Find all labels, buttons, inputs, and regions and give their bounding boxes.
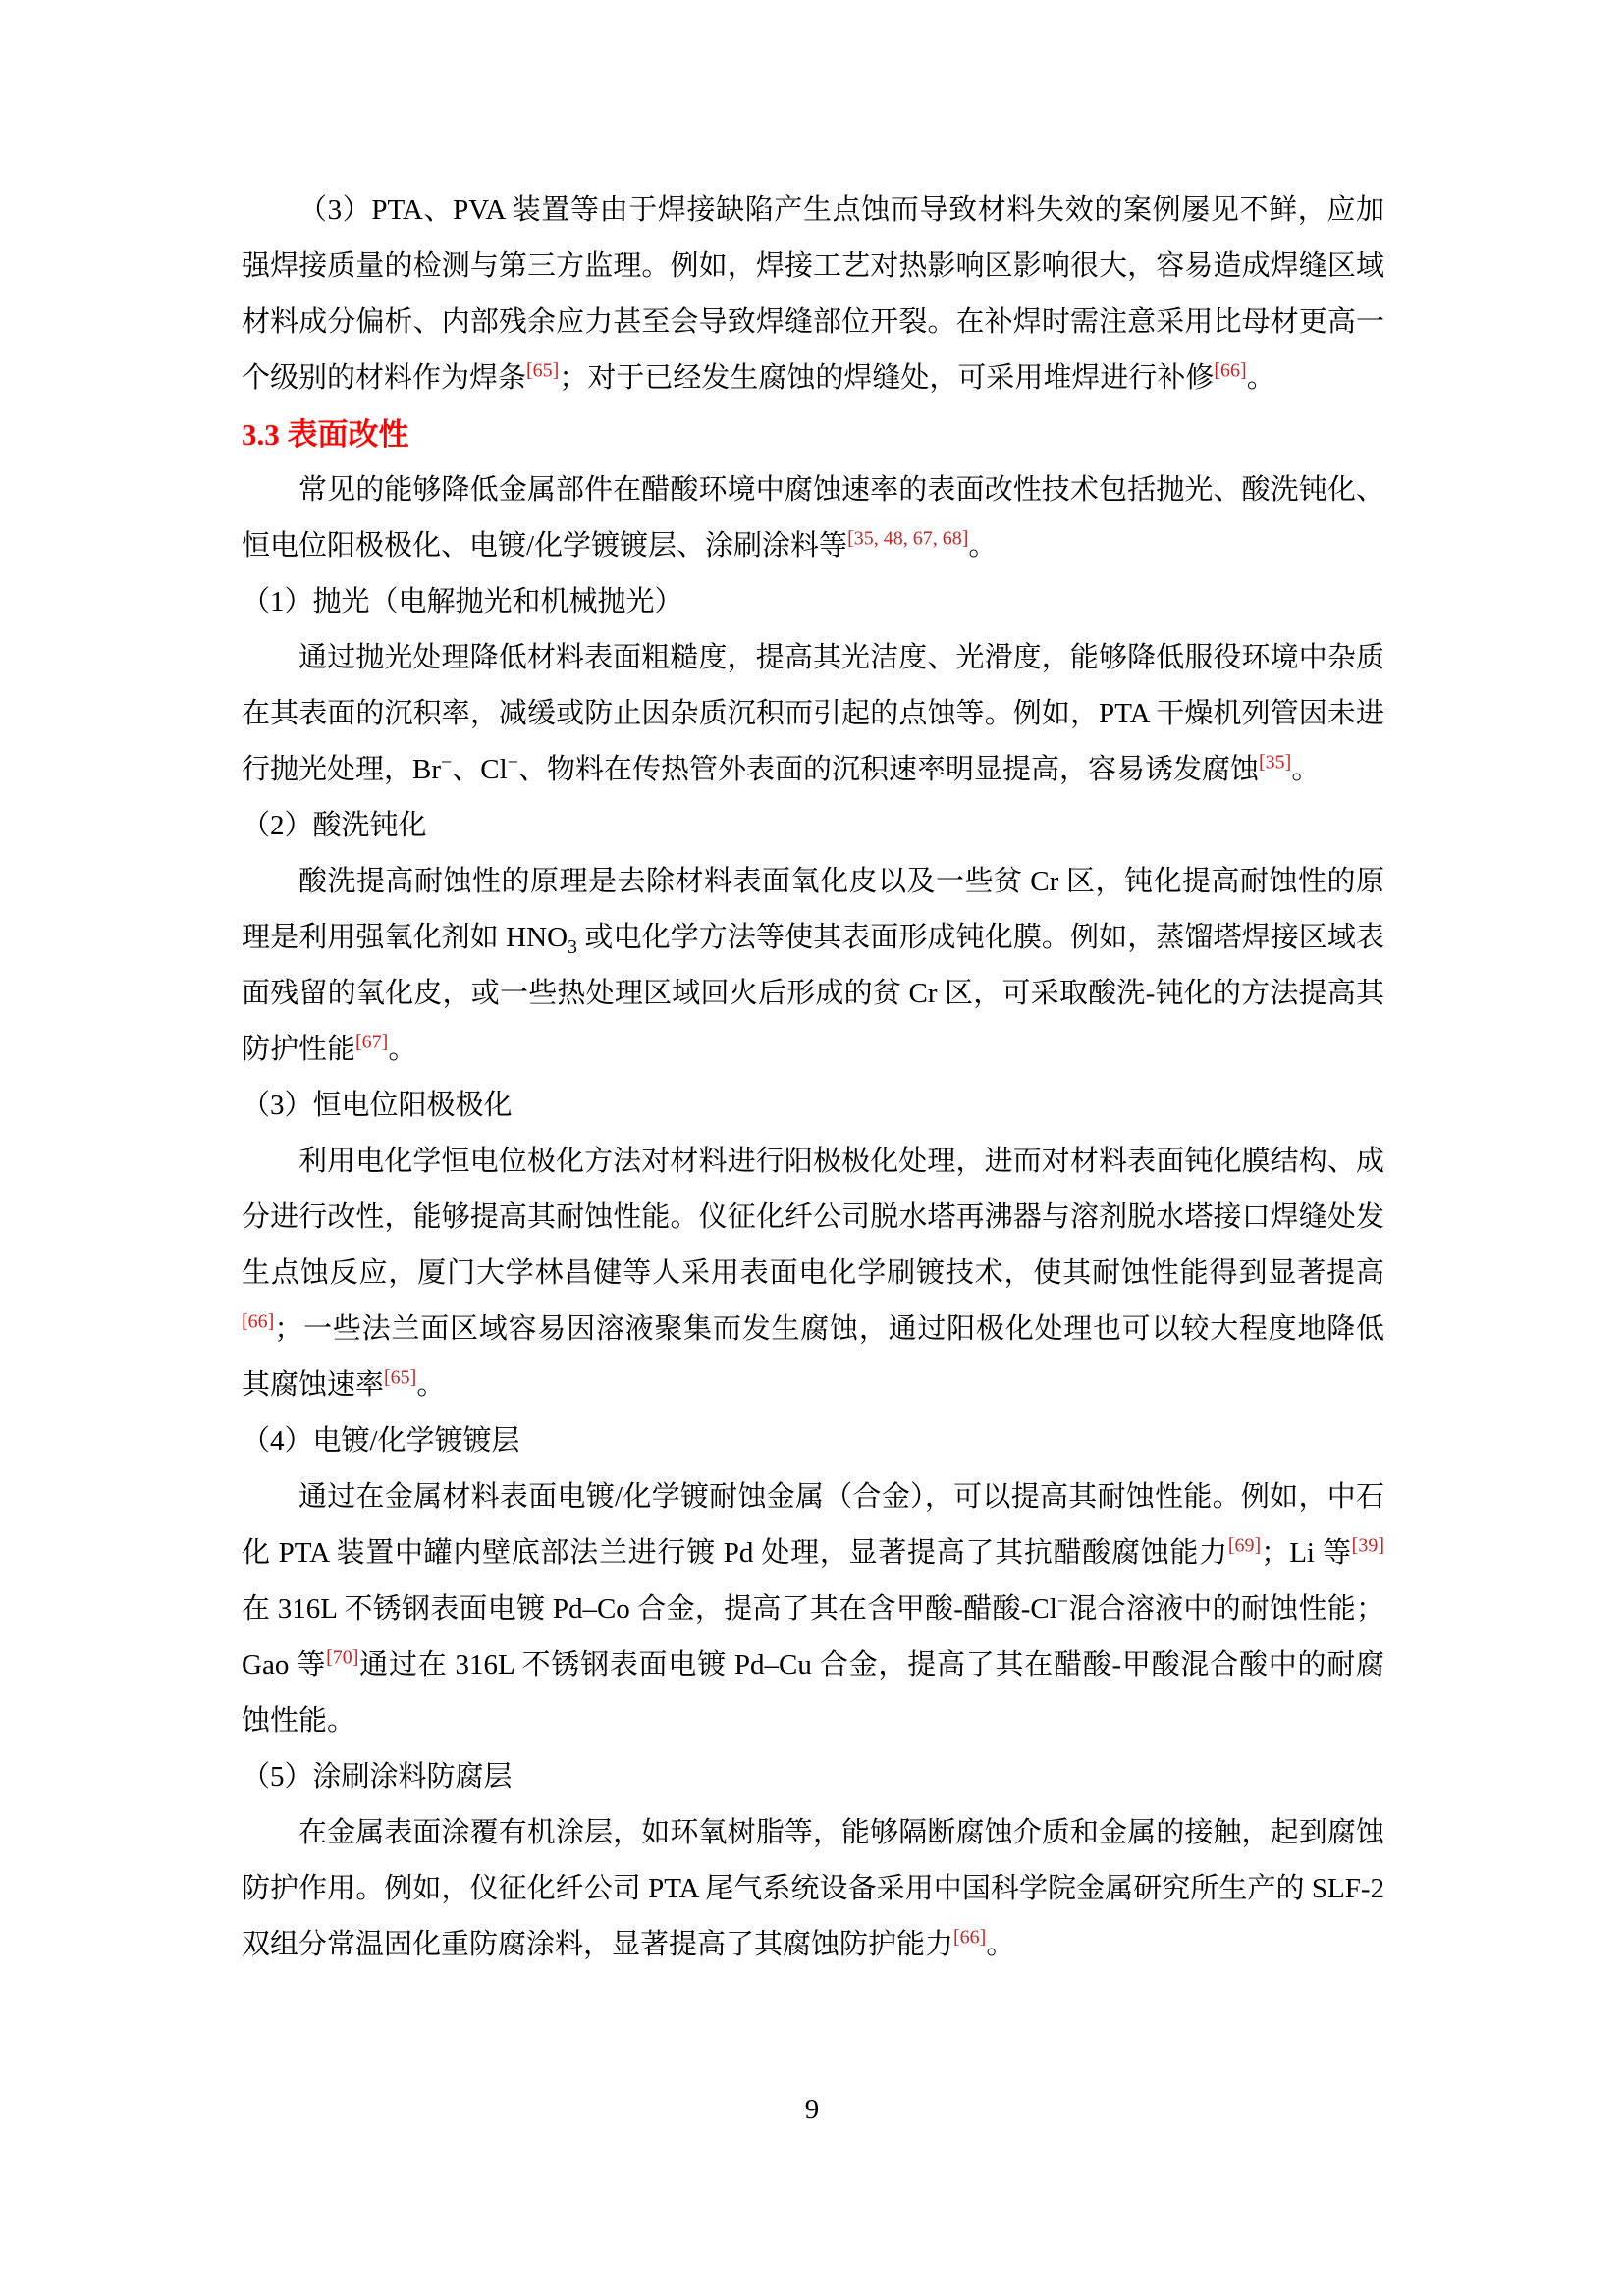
- text-run: 3.3 表面改性: [242, 417, 409, 452]
- paragraph: [242, 854, 1384, 1078]
- citation-ref: [35]: [1259, 751, 1292, 774]
- citation-ref: [39]: [1351, 1534, 1384, 1557]
- paragraph: [242, 183, 1384, 406]
- text-run: 、物料在传热管外表面的沉积速率明显提高，容易诱发腐蚀: [517, 754, 1259, 785]
- text-run: −: [441, 751, 453, 774]
- page-number: 9: [804, 2094, 820, 2125]
- citation-ref: [66]: [242, 1310, 275, 1333]
- text-run: 利用电化学恒电位极化方法对材料进行阳极极化处理，进而对材料表面钝化膜结构、成分进行改性，能够提高其耐蚀性能。仪征化纤公司脱水塔再沸器与溶剂脱水塔接口焊缝处发生点蚀反应，厦门大学林昌健等人采用表面电化学刷镀技术，使其耐蚀性能得到显著提高: [242, 1146, 1384, 1289]
- text-run: ；Li 等: [1261, 1537, 1352, 1569]
- list-item-heading: [242, 1749, 1384, 1805]
- list-item-heading: [242, 1414, 1384, 1469]
- citation-ref: [69]: [1227, 1534, 1262, 1557]
- text-run: （4）电镀/化学镀镀层: [242, 1425, 520, 1457]
- text-run: 3: [568, 935, 578, 958]
- text-run: 。: [968, 530, 998, 561]
- citation-ref: [66]: [953, 1926, 987, 1949]
- text-run: 。: [1291, 754, 1321, 785]
- paragraph: [242, 630, 1384, 798]
- text-run: 酸洗提高耐蚀性的原理是去除材料表面氧化皮以及一些贫 Cr 区，钝化提高耐蚀性的原理是利用强氧化剂如 HNO: [242, 866, 1384, 953]
- text-run: 通过抛光处理降低材料表面粗糙度，提高其光洁度、光滑度，能够降低服役环境中杂质在其表面的沉积率，减缓或防止因杂质沉积而引起的点蚀等。例如，PTA 干燥机列管因未进行抛光处理，Br: [242, 642, 1384, 785]
- section-heading: [242, 406, 1384, 462]
- text-run: 。: [388, 1034, 417, 1065]
- paragraph: [242, 462, 1384, 574]
- text-run: 。: [416, 1369, 446, 1401]
- list-item-heading: [242, 1078, 1384, 1134]
- citation-ref: [35, 48, 67, 68]: [847, 527, 969, 550]
- text-run: （3）PTA、PVA 装置等由于焊接缺陷产生点蚀而导致材料失效的案例屡见不鲜，应加强焊接质量的检测与第三方监理。例如，焊接工艺对热影响区影响很大，容易造成焊缝区域材料成分偏析、内部残余应力甚至会导致焊缝部位开裂。在补焊时需注意采用比母材更高一个级别的材料作为焊条: [242, 194, 1385, 394]
- paragraph: [242, 1134, 1384, 1414]
- text-run: （1）抛光（电解抛光和机械抛光）: [242, 586, 683, 617]
- text-run: 。: [986, 1929, 1015, 1960]
- text-run: （3）恒电位阳极极化: [242, 1090, 513, 1121]
- citation-ref: [66]: [1214, 359, 1247, 382]
- text-run: 通过在 316L 不锈钢表面电镀 Pd–Cu 合金，提高了其在醋酸-甲酸混合酸中的耐腐蚀性能。: [242, 1649, 1384, 1736]
- text-run: 在 316L 不锈钢表面电镀 Pd–Co 合金，提高了其在含甲酸-醋酸-Cl: [242, 1593, 1057, 1625]
- citation-ref: [67]: [355, 1031, 389, 1053]
- citation-ref: [65]: [526, 359, 560, 382]
- text-run: 在金属表面涂覆有机涂层，如环氧树脂等，能够隔断腐蚀介质和金属的接触，起到腐蚀防护作用。例如，仪征化纤公司 PTA 尾气系统设备采用中国科学院金属研究所生产的 SLF-2 双组分常温固化重防腐涂料，显著提高了其腐蚀防护能力: [242, 1817, 1392, 1960]
- document-body: [242, 183, 1392, 1973]
- text-run: （5）涂刷涂料防腐层: [242, 1761, 513, 1792]
- text-run: ；一些法兰面区域容易因溶液聚集而发生腐蚀，通过阳极化处理也可以较大程度地降低其腐蚀速率: [242, 1313, 1384, 1401]
- text-run: 。: [1246, 362, 1275, 394]
- citation-ref: [70]: [326, 1646, 359, 1669]
- text-run: （2）酸洗钝化: [242, 810, 427, 841]
- list-item-heading: [242, 574, 1384, 630]
- text-run: 常见的能够降低金属部件在醋酸环境中腐蚀速率的表面改性技术包括抛光、酸洗钝化、恒电位阳极极化、电镀/化学镀镀层、涂刷涂料等: [242, 474, 1384, 561]
- citation-ref: [65]: [384, 1366, 417, 1389]
- text-run: −: [507, 751, 518, 774]
- text-run: 通过在金属材料表面电镀/化学镀耐蚀金属（合金），可以提高其耐蚀性能。例如，中石化 PTA 装置中罐内壁底部法兰进行镀 Pd 处理，显著提高了其抗醋酸腐蚀能力: [242, 1481, 1384, 1569]
- list-item-heading: [242, 798, 1384, 854]
- text-run: 或电化学方法等使其表面形成钝化膜。例如，蒸馏塔焊接区域表面残留的氧化皮，或一些热处理区域回火后形成的贫 Cr 区，可采取酸洗-钝化的方法提高其防护性能: [242, 922, 1384, 1065]
- text-run: 、Cl: [452, 754, 508, 785]
- paragraph: [242, 1805, 1392, 1973]
- paragraph: [242, 1469, 1384, 1749]
- text-run: −: [1056, 1590, 1069, 1613]
- text-run: 混合溶液中的耐蚀性能；Gao 等: [242, 1593, 1384, 1681]
- text-run: ；对于已经发生腐蚀的焊缝处，可采用堆焊进行补修: [559, 362, 1215, 394]
